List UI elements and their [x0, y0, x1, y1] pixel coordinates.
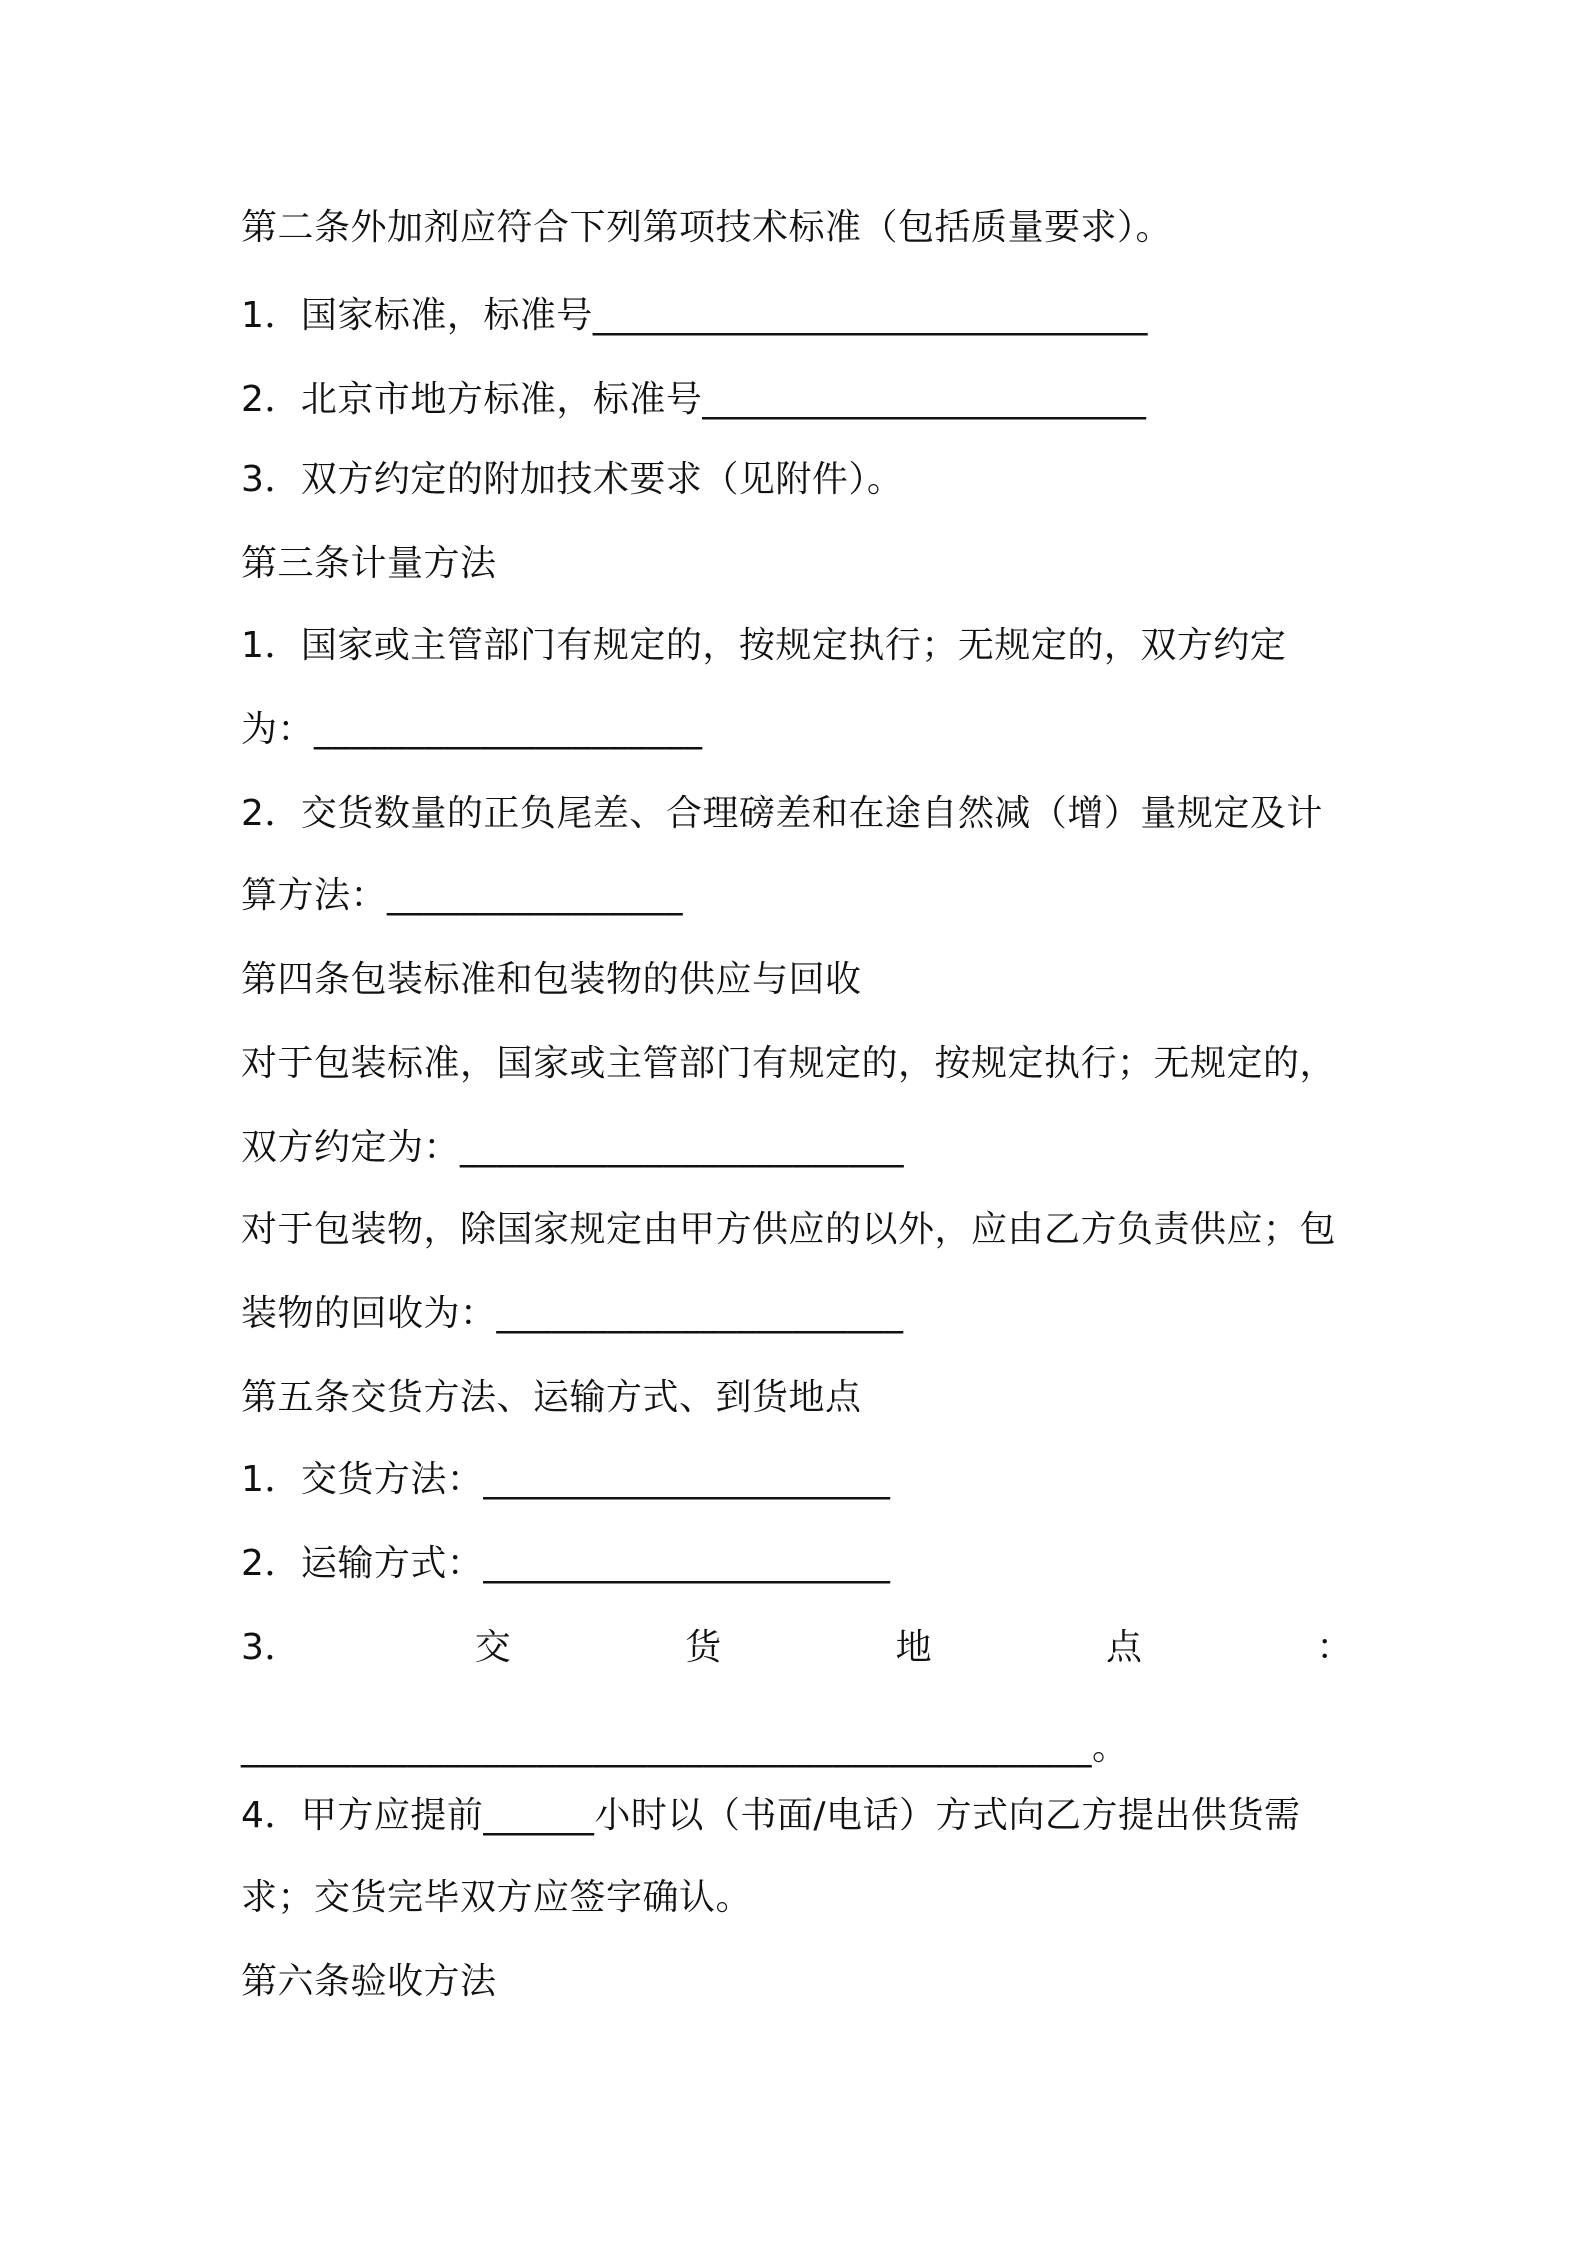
clause-3-item-1-line-1: 1．国家或主管部门有规定的，按规定执行；无规定的，双方约定	[241, 625, 1287, 666]
clause-4-para-1-line-2: 双方约定为：________________________	[241, 1127, 905, 1168]
clause-5-item-3-line-1	[241, 1624, 1353, 1672]
spread-part: 交	[474, 1627, 512, 1668]
clause-3-item-1-line-2: 为：_____________________	[241, 709, 703, 750]
spread-part: 点	[1106, 1627, 1143, 1668]
clause-4-para-2-line-2: 装物的回收为：______________________	[241, 1293, 904, 1334]
clause-2-item-3: 3．双方约定的附加技术要求（见附件）。	[241, 459, 904, 500]
clause-5-item-4-line-1: 4．甲方应提前______小时以（书面/电话）方式向乙方提出供货需	[241, 1795, 1301, 1836]
clause-5-item-4-line-2: 求；交货完毕双方应签字确认。	[241, 1877, 753, 1918]
clause-2-item-2: 2．北京市地方标准，标准号________________________	[241, 379, 1147, 420]
spread-part: 3．	[241, 1627, 301, 1668]
clause-4-para-1-line-1: 对于包装标准，国家或主管部门有规定的，按规定执行；无规定的，	[241, 1043, 1337, 1084]
clause-5-heading: 第五条交货方法、运输方式、到货地点	[241, 1377, 862, 1418]
clause-5-item-1: 1．交货方法：______________________	[241, 1459, 891, 1500]
clause-3-item-2-line-2: 算方法：________________	[241, 875, 684, 916]
clause-2-heading: 第二条外加剂应符合下列第项技术标准（包括质量要求）。	[241, 207, 1173, 248]
spread-part: ：	[1316, 1627, 1353, 1668]
clause-4-para-2-line-1: 对于包装物，除国家规定由甲方供应的以外，应由乙方负责供应；包	[241, 1209, 1337, 1250]
clause-5-item-3-line-2: ______________________________________________。	[241, 1727, 1129, 1768]
spread-part: 货	[685, 1627, 722, 1668]
clause-5-item-2: 2．运输方式：______________________	[241, 1543, 891, 1584]
clause-2-item-1: 1．国家标准，标准号______________________________	[241, 295, 1148, 336]
spread-part: 地	[895, 1627, 933, 1668]
clause-4-heading: 第四条包装标准和包装物的供应与回收	[241, 959, 862, 1000]
clause-3-item-2-line-1: 2．交货数量的正负尾差、合理磅差和在途自然减（增）量规定及计	[241, 793, 1323, 834]
clause-6-heading: 第六条验收方法	[241, 1961, 497, 2002]
clause-3-heading: 第三条计量方法	[241, 543, 497, 584]
